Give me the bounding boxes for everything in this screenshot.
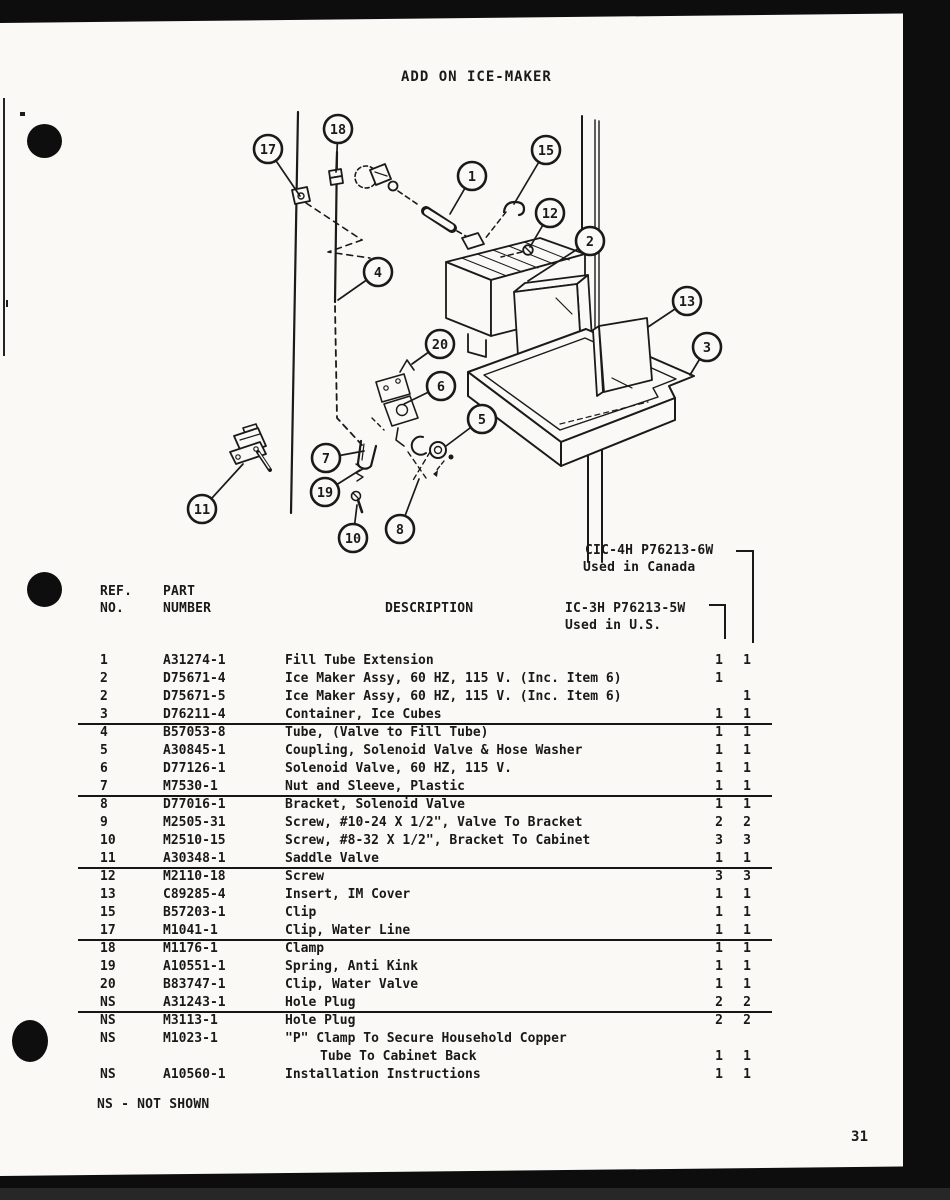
cell-description: Saddle Valve: [285, 851, 379, 866]
svg-text:2: 2: [585, 234, 595, 250]
scan-speck: [6, 300, 8, 307]
table-row: [95, 689, 795, 708]
table-row: [95, 905, 795, 924]
cell-part-number: B57053-8: [163, 725, 226, 740]
cell-qty-us: 2: [715, 995, 723, 1010]
cell-qty-canada: 1: [743, 905, 751, 920]
table-row: [95, 761, 795, 780]
cell-part-number: M1023-1: [163, 1031, 218, 1046]
table-row: [95, 815, 795, 834]
cell-qty-canada: 1: [743, 977, 751, 992]
cell-qty-us: 1: [715, 1067, 723, 1082]
cell-description: Tube To Cabinet Back: [320, 1049, 477, 1064]
solenoid-valve-cluster: [372, 360, 430, 482]
cell-part-number: D76211-4: [163, 707, 226, 722]
table-row: [95, 1031, 795, 1050]
cell-description: Container, Ice Cubes: [285, 707, 442, 722]
cell-qty-canada: 1: [743, 797, 751, 812]
callout-13: [648, 287, 701, 327]
callout-8: [386, 479, 419, 543]
table-row: [95, 995, 795, 1014]
cell-qty-canada: 1: [743, 941, 751, 956]
us-model-label: Used in U.S.: [565, 618, 662, 633]
cell-qty-us: 1: [715, 743, 723, 758]
cell-qty-canada: 1: [743, 959, 751, 974]
cell-qty-canada: 1: [743, 743, 751, 758]
cell-ref-no: 6: [100, 761, 108, 776]
cell-description: Fill Tube Extension: [285, 653, 434, 668]
page-number: 31: [851, 1129, 869, 1145]
cell-qty-canada: 1: [743, 761, 751, 776]
cell-part-number: M2505-31: [163, 815, 226, 830]
cell-qty-us: 1: [715, 851, 723, 866]
callout-18: [324, 115, 352, 172]
cell-qty-us: 1: [715, 725, 723, 740]
cell-part-number: M3113-1: [163, 1013, 218, 1028]
not-shown-note: NS - NOT SHOWN: [97, 1097, 210, 1112]
cell-ref-no: 2: [100, 671, 108, 686]
cell-part-number: M1176-1: [163, 941, 218, 956]
cell-part-number: M2510-15: [163, 833, 226, 848]
cell-part-number: M1041-1: [163, 923, 218, 938]
cell-qty-canada: 1: [743, 689, 751, 704]
water-line-tube: [306, 152, 370, 445]
table-row: [95, 797, 795, 816]
cell-qty-canada: 1: [743, 725, 751, 740]
cell-qty-canada: 1: [743, 1049, 751, 1064]
cell-ref-no: 13: [100, 887, 116, 902]
header-number: NUMBER: [163, 601, 212, 616]
cell-description: Ice Maker Assy, 60 HZ, 115 V. (Inc. Item 6): [285, 671, 622, 686]
parts-table-rows: [95, 653, 795, 1093]
cell-ref-no: 8: [100, 797, 108, 812]
table-row: [95, 1067, 795, 1086]
cell-ref-no: 20: [100, 977, 116, 992]
cell-qty-us: 1: [715, 959, 723, 974]
cell-qty-us: 1: [715, 941, 723, 956]
svg-text:19: 19: [316, 485, 334, 501]
scan-artifact-line: [3, 98, 5, 356]
cell-part-number: A30845-1: [163, 743, 226, 758]
cell-qty-us: 1: [715, 707, 723, 722]
cell-qty-us: 1: [715, 797, 723, 812]
cell-part-number: D75671-5: [163, 689, 226, 704]
punch-hole-bottom: [12, 1020, 48, 1062]
header-part: PART: [163, 584, 196, 599]
cell-qty-us: 1: [715, 1049, 723, 1064]
cell-part-number: B57203-1: [163, 905, 226, 920]
cell-ref-no: NS: [100, 995, 116, 1010]
cell-description: Clip, Water Valve: [285, 977, 419, 992]
cell-description: Clip, Water Line: [285, 923, 411, 938]
header-no: NO.: [100, 601, 125, 616]
cell-qty-us: 1: [715, 653, 723, 668]
cell-qty-us: 1: [715, 977, 723, 992]
cell-ref-no: 2: [100, 689, 108, 704]
us-model-number: IC-3H P76213-5W: [565, 601, 686, 616]
cell-part-number: A31274-1: [163, 653, 226, 668]
svg-text:13: 13: [678, 294, 696, 310]
saddle-valve-11: [230, 424, 270, 470]
exploded-view-diagram: [170, 90, 770, 570]
table-row: [95, 1049, 795, 1068]
cell-part-number: D75671-4: [163, 671, 226, 686]
cell-description: Ice Maker Assy, 60 HZ, 115 V. (Inc. Item 6): [285, 689, 622, 704]
cell-description: Spring, Anti Kink: [285, 959, 419, 974]
nut-sleeve-7: [358, 441, 376, 469]
callout-17: [254, 135, 300, 196]
cell-qty-canada: 1: [743, 1067, 751, 1082]
svg-text:15: 15: [537, 143, 555, 159]
cell-description: Bracket, Solenoid Valve: [285, 797, 466, 812]
table-row: [95, 941, 795, 960]
cell-ref-no: 7: [100, 779, 108, 794]
cell-ref-no: 1: [100, 653, 108, 668]
svg-text:3: 3: [702, 340, 712, 356]
cell-qty-us: 1: [715, 779, 723, 794]
cell-ref-no: 17: [100, 923, 116, 938]
cell-part-number: A30348-1: [163, 851, 226, 866]
svg-text:18: 18: [329, 122, 347, 138]
cell-qty-canada: 2: [743, 995, 751, 1010]
cell-ref-no: 9: [100, 815, 108, 830]
cell-description: Screw, #10-24 X 1/2", Valve To Bracket: [285, 815, 583, 830]
cell-ref-no: NS: [100, 1013, 116, 1028]
cell-ref-no: 3: [100, 707, 108, 722]
cell-part-number: A10560-1: [163, 1067, 226, 1082]
cell-part-number: M7530-1: [163, 779, 218, 794]
cell-qty-canada: 2: [743, 815, 751, 830]
cell-part-number: A31243-1: [163, 995, 226, 1010]
page-title: ADD ON ICE-MAKER: [401, 69, 552, 85]
cell-part-number: M2110-18: [163, 869, 226, 884]
cell-ref-no: 5: [100, 743, 108, 758]
table-row: [95, 923, 795, 942]
table-row: [95, 959, 795, 978]
table-row: [95, 743, 795, 762]
cell-description: Solenoid Valve, 60 HZ, 115 V.: [285, 761, 512, 776]
cell-ref-no: 4: [100, 725, 108, 740]
svg-text:10: 10: [344, 531, 362, 547]
scan-speck: [20, 112, 25, 116]
cell-description: Insert, IM Cover: [285, 887, 411, 902]
mount-leg: [468, 334, 486, 357]
svg-text:5: 5: [477, 412, 487, 428]
cell-part-number: D77016-1: [163, 797, 226, 812]
svg-text:7: 7: [321, 451, 331, 467]
cell-qty-canada: 1: [743, 779, 751, 794]
callout-11: [188, 464, 243, 523]
cell-description: Screw: [285, 869, 325, 884]
cell-ref-no: NS: [100, 1031, 116, 1046]
ice-container-tray: [468, 329, 694, 466]
table-row: [95, 653, 795, 672]
cell-part-number: B83747-1: [163, 977, 226, 992]
cell-description: Hole Plug: [285, 995, 356, 1010]
table-row: [95, 851, 795, 870]
cell-qty-us: 1: [715, 887, 723, 902]
callout-20: [412, 330, 454, 364]
header-ref: REF.: [100, 584, 133, 599]
callout-4: [338, 258, 392, 300]
callout-15: [514, 136, 560, 204]
cell-qty-canada: 3: [743, 869, 751, 884]
table-row: [95, 869, 795, 888]
cell-ref-no: 12: [100, 869, 116, 884]
cell-description: Tube, (Valve to Fill Tube): [285, 725, 489, 740]
table-row: [95, 707, 795, 726]
cell-qty-canada: 1: [743, 707, 751, 722]
clip-15: [484, 202, 524, 240]
cell-description: Clamp: [285, 941, 325, 956]
canada-column-bracket: [736, 550, 754, 643]
callout-5: [446, 405, 496, 446]
cell-qty-us: 1: [715, 671, 723, 686]
cell-qty-canada: 1: [743, 653, 751, 668]
punch-hole-middle: [27, 572, 62, 607]
svg-text:4: 4: [373, 265, 383, 281]
canada-model-number: CIC-4H P76213-6W: [585, 543, 714, 558]
cell-ref-no: 15: [100, 905, 116, 920]
cell-qty-us: 1: [715, 905, 723, 920]
cell-ref-no: 10: [100, 833, 116, 848]
cell-qty-us: 2: [715, 815, 723, 830]
scan-border-right: [903, 0, 950, 1200]
cell-qty-us: 1: [715, 923, 723, 938]
cell-qty-us: 1: [715, 761, 723, 776]
cell-description: Nut and Sleeve, Plastic: [285, 779, 466, 794]
cell-qty-us: 3: [715, 869, 723, 884]
table-row: [95, 779, 795, 798]
svg-text:17: 17: [259, 142, 277, 158]
cell-ref-no: NS: [100, 1067, 116, 1082]
scan-border-bottom-band: [0, 1188, 950, 1200]
callout-1: [450, 162, 486, 214]
table-row: [95, 887, 795, 906]
callout-3: [690, 333, 721, 375]
cell-description: Installation Instructions: [285, 1067, 481, 1082]
cell-description: Coupling, Solenoid Valve & Hose Washer: [285, 743, 583, 758]
cell-qty-canada: 1: [743, 887, 751, 902]
cell-qty-canada: 1: [743, 923, 751, 938]
cell-part-number: A10551-1: [163, 959, 226, 974]
header-description: DESCRIPTION: [385, 601, 474, 616]
cell-part-number: D77126-1: [163, 761, 226, 776]
svg-text:8: 8: [395, 522, 405, 538]
svg-text:1: 1: [467, 169, 477, 185]
cell-description: "P" Clamp To Secure Household Copper: [285, 1031, 567, 1046]
cell-ref-no: 11: [100, 851, 116, 866]
cell-part-number: C89285-4: [163, 887, 226, 902]
cell-description: Hole Plug: [285, 1013, 356, 1028]
callout-19: [311, 470, 360, 506]
canada-model-label: Used in Canada: [583, 560, 696, 575]
svg-text:11: 11: [193, 502, 211, 518]
svg-text:12: 12: [541, 206, 559, 222]
table-row: [95, 833, 795, 852]
punch-hole-top: [27, 124, 62, 158]
callout-7: [312, 444, 364, 472]
cell-ref-no: 19: [100, 959, 116, 974]
table-row: [95, 1013, 795, 1032]
table-row: [95, 725, 795, 744]
cell-qty-canada: 3: [743, 833, 751, 848]
cell-qty-canada: 1: [743, 851, 751, 866]
table-row: [95, 671, 795, 690]
cell-ref-no: 18: [100, 941, 116, 956]
us-column-bracket: [709, 604, 726, 639]
table-row: [95, 977, 795, 996]
svg-text:6: 6: [436, 379, 446, 395]
cell-description: Clip: [285, 905, 317, 920]
svg-text:20: 20: [431, 337, 449, 353]
cell-qty-us: 3: [715, 833, 723, 848]
cell-description: Screw, #8-32 X 1/2", Bracket To Cabinet: [285, 833, 591, 848]
cell-qty-us: 2: [715, 1013, 723, 1028]
cell-qty-canada: 2: [743, 1013, 751, 1028]
